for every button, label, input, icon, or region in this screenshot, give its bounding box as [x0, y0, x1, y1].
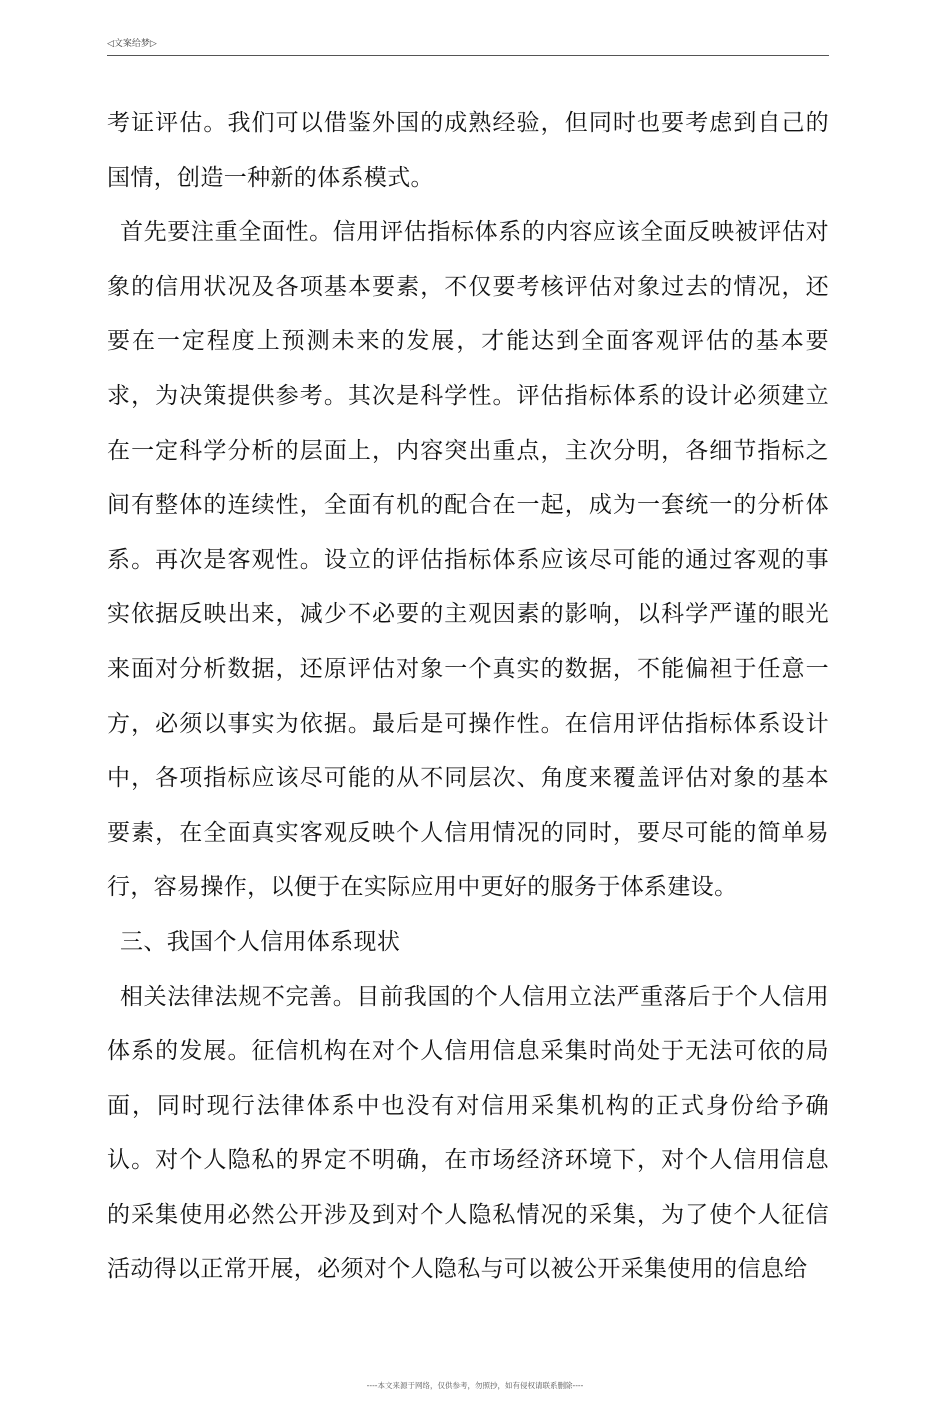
page-footer: ----本文来源于网络，仅供参考，勿照抄，如有侵权请联系删除----: [366, 1381, 584, 1390]
paragraph-continuation: 考证评估。我们可以借鉴外国的成熟经验，但同时也要考虑到自己的国情，创造一种新的体系模式。: [107, 110, 829, 191]
section-heading: 三、我国个人信用体系现状: [120, 928, 401, 955]
page-header: ◁文案给梦▷: [107, 39, 157, 49]
paragraph-evaluation-principles: 首先要注重全面性。信用评估指标体系的内容应该全面反映被评估对象的信用状况及各项基本要素，不仅要考核评估对象过去的情况，还要在一定程度上预测未来的发展，才能达到全面客观评估的基本要求，为决策提供参考。其次是科学性。评估指标体系的设计必须建立在一定科学分析的层面上，内容突出重点，主次分明，各细节指标之间有整体的连续性，全面有机的配合在一起，成为一套统一的分析体系。再次是客观性。设立的评估指标体系应该尽可能的通过客观的事实依据反映出来，减少不必要的主观因素的影响，以科学严谨的眼光来面对分析数据，还原评估对象一个真实的数据，不能偏袒于任意一方，必须以事实为依据。最后是可操作性。在信用评估指标体系设计中，各项指标应该尽可能的从不同层次、角度来覆盖评估对象的基本要素，在全面真实客观反映个人信用情况的同时，要尽可能的简单易行，容易操作，以便于在实际应用中更好的服务于体系建设。: [107, 219, 829, 901]
paragraph-legal-status: 相关法律法规不完善。目前我国的个人信用立法严重落后于个人信用体系的发展。征信机构在对个人信用信息采集时尚处于无法可依的局面，同时现行法律体系中也没有对信用采集机构的正式身份给予确认。对个人隐私的界定不明确，在市场经济环境下，对个人信用信息的采集使用必然公开涉及到对个人隐私情况的采集，为了使个人征信活动得以正常开展，必须对个人隐私与可以被公开采集使用的信息给: [107, 983, 829, 1283]
header-divider: [107, 55, 829, 56]
document-body: [107, 96, 829, 1297]
